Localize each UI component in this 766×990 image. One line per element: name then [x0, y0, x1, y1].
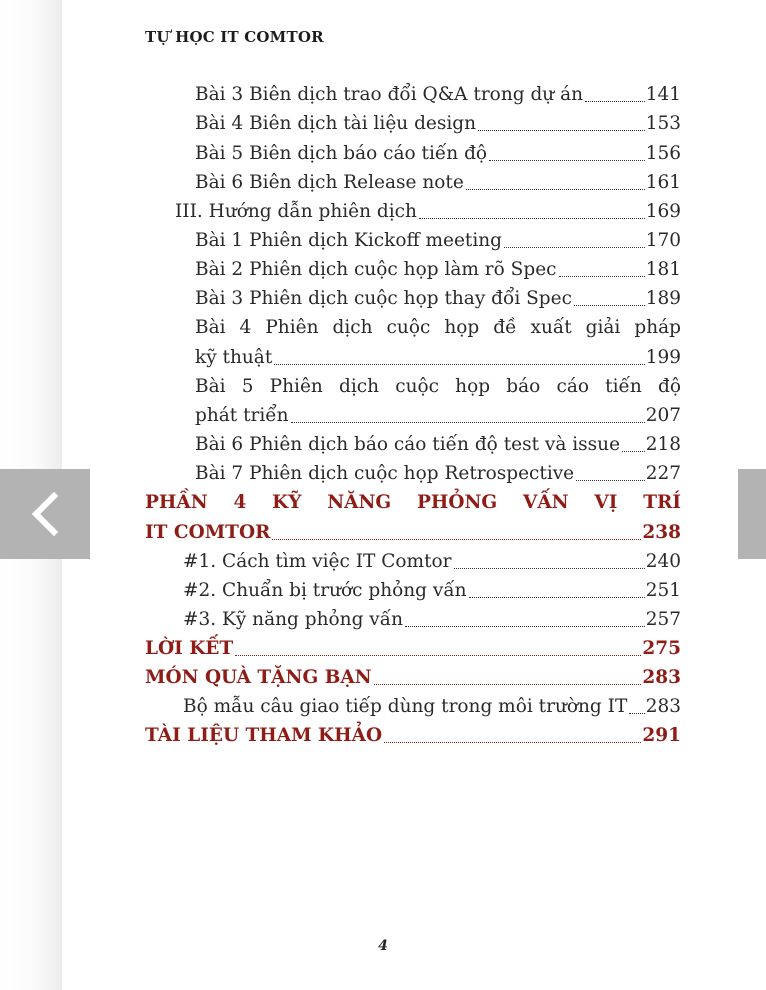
toc-entry[interactable]: [183, 607, 681, 633]
toc-entry-page: 181: [645, 259, 681, 280]
toc-entry-page: 141: [645, 84, 681, 105]
toc-entry-title: TÀI LIỆU THAM KHẢO: [145, 725, 383, 746]
toc-entry-title: Bài 4 Biên dịch tài liệu design: [195, 113, 477, 134]
toc-entry-page: 283: [645, 696, 681, 717]
toc-entry-page: 227: [645, 463, 681, 484]
toc-entry[interactable]: [183, 578, 681, 604]
toc-leader-dots: [466, 189, 645, 190]
toc-entry-title: Bộ mẫu câu giao tiếp dùng trong môi trường IT: [183, 696, 628, 717]
toc-entry-page: 169: [645, 201, 681, 222]
toc-entry-title: Bài 3 Phiên dịch cuộc họp thay đổi Spec: [195, 288, 572, 309]
chevron-left-icon: [28, 492, 62, 536]
toc-entry[interactable]: [183, 694, 681, 720]
toc-leader-dots: [374, 684, 642, 685]
toc-entry-title: Bài 6 Phiên dịch báo cáo tiến độ test và issue: [195, 434, 621, 455]
toc-entry-title: LỜI KẾT: [145, 638, 234, 659]
toc-entry[interactable]: [195, 461, 681, 487]
toc-entry-title-cont: IT COMTOR: [145, 522, 271, 543]
toc-entry-page: 251: [645, 580, 681, 601]
toc-entry-title: III. Hướng dẫn phiên dịch: [175, 201, 417, 222]
toc-entry-title: #1. Cách tìm việc IT Comtor: [183, 551, 452, 572]
toc-entry-first-line[interactable]: Bài 5 Phiên dịch cuộc họp báo cáo tiến độ: [195, 376, 681, 397]
toc-leader-dots: [559, 276, 645, 277]
toc-leader-dots: [629, 713, 644, 714]
toc-entry[interactable]: [195, 403, 681, 429]
toc-leader-dots: [291, 422, 645, 423]
toc-leader-dots: [405, 626, 645, 627]
page-number: 4: [378, 938, 388, 954]
toc-entry-page: 189: [645, 288, 681, 309]
toc-leader-dots: [478, 130, 645, 131]
toc-leader-dots: [419, 218, 645, 219]
toc-entry-page: 161: [645, 172, 681, 193]
toc-part-heading[interactable]: [145, 665, 681, 691]
toc-entry-title: Bài 3 Biên dịch trao đổi Q&A trong dự án: [195, 84, 584, 105]
previous-page-button[interactable]: [0, 469, 90, 559]
toc-entry[interactable]: [195, 82, 681, 108]
toc-entry-page: 257: [645, 609, 681, 630]
toc-entry-title: Bài 1 Phiên dịch Kickoff meeting: [195, 230, 503, 251]
toc-entry-page: 207: [645, 405, 681, 426]
toc-entry[interactable]: [195, 286, 681, 312]
toc-leader-dots: [622, 451, 645, 452]
toc-entry-title-cont: kỹ thuật: [195, 347, 273, 368]
toc-leader-dots: [576, 480, 645, 481]
toc-entry-page: 291: [642, 725, 681, 746]
toc-entry-title-cont: phát triển: [195, 405, 289, 426]
toc-leader-dots: [489, 160, 645, 161]
toc-leader-dots: [454, 568, 645, 569]
toc-leader-dots: [384, 742, 641, 743]
toc-part-heading-first-line[interactable]: PHẦN 4 KỸ NĂNG PHỎNG VẤN VỊ TRÍ: [145, 492, 681, 513]
toc-entry[interactable]: [195, 432, 681, 458]
toc-entry-page: 275: [642, 638, 681, 659]
running-head: TỰ HỌC IT COMTOR: [145, 28, 324, 46]
toc-entry[interactable]: [195, 345, 681, 371]
toc-entry-first-line[interactable]: Bài 4 Phiên dịch cuộc họp đề xuất giải pháp: [195, 317, 681, 338]
toc-entry-title: #3. Kỹ năng phỏng vấn: [183, 609, 404, 630]
toc-leader-dots: [469, 597, 645, 598]
next-page-button[interactable]: [738, 469, 766, 559]
toc-entry-title: #2. Chuẩn bị trước phỏng vấn: [183, 580, 467, 601]
toc-leader-dots: [504, 247, 645, 248]
toc-entry-page: 170: [645, 230, 681, 251]
toc-entry-title: Bài 7 Phiên dịch cuộc họp Retrospective: [195, 463, 575, 484]
toc-leader-dots: [274, 364, 644, 365]
toc-entry[interactable]: [195, 141, 681, 167]
toc-entry-page: 199: [645, 347, 681, 368]
toc-entry-title: MÓN QUÀ TẶNG BẠN: [145, 667, 372, 688]
toc-leader-dots: [235, 655, 641, 656]
toc-leader-dots: [574, 305, 645, 306]
toc-leader-dots: [272, 539, 641, 540]
toc-entry-page: 156: [645, 143, 681, 164]
toc-part-heading[interactable]: [145, 636, 681, 662]
toc-entry[interactable]: [195, 111, 681, 137]
toc-entry-page: 218: [645, 434, 681, 455]
toc-entry[interactable]: [175, 199, 681, 225]
toc-entry-title: Bài 6 Biên dịch Release note: [195, 172, 464, 193]
toc-entry-page: 240: [645, 551, 681, 572]
toc-entry-page: 153: [645, 113, 681, 134]
toc-part-heading[interactable]: [145, 520, 681, 546]
toc-leader-dots: [585, 101, 645, 102]
toc-entry-page: 238: [642, 522, 681, 543]
toc-entry[interactable]: [195, 257, 681, 283]
toc-entry[interactable]: [195, 228, 681, 254]
toc-entry-title: Bài 5 Biên dịch báo cáo tiến độ: [195, 143, 488, 164]
toc-part-heading[interactable]: [145, 723, 681, 749]
toc-entry-page: 283: [642, 667, 681, 688]
toc-entry[interactable]: [183, 549, 681, 575]
toc-entry[interactable]: [195, 170, 681, 196]
toc-entry-title: Bài 2 Phiên dịch cuộc họp làm rõ Spec: [195, 259, 557, 280]
